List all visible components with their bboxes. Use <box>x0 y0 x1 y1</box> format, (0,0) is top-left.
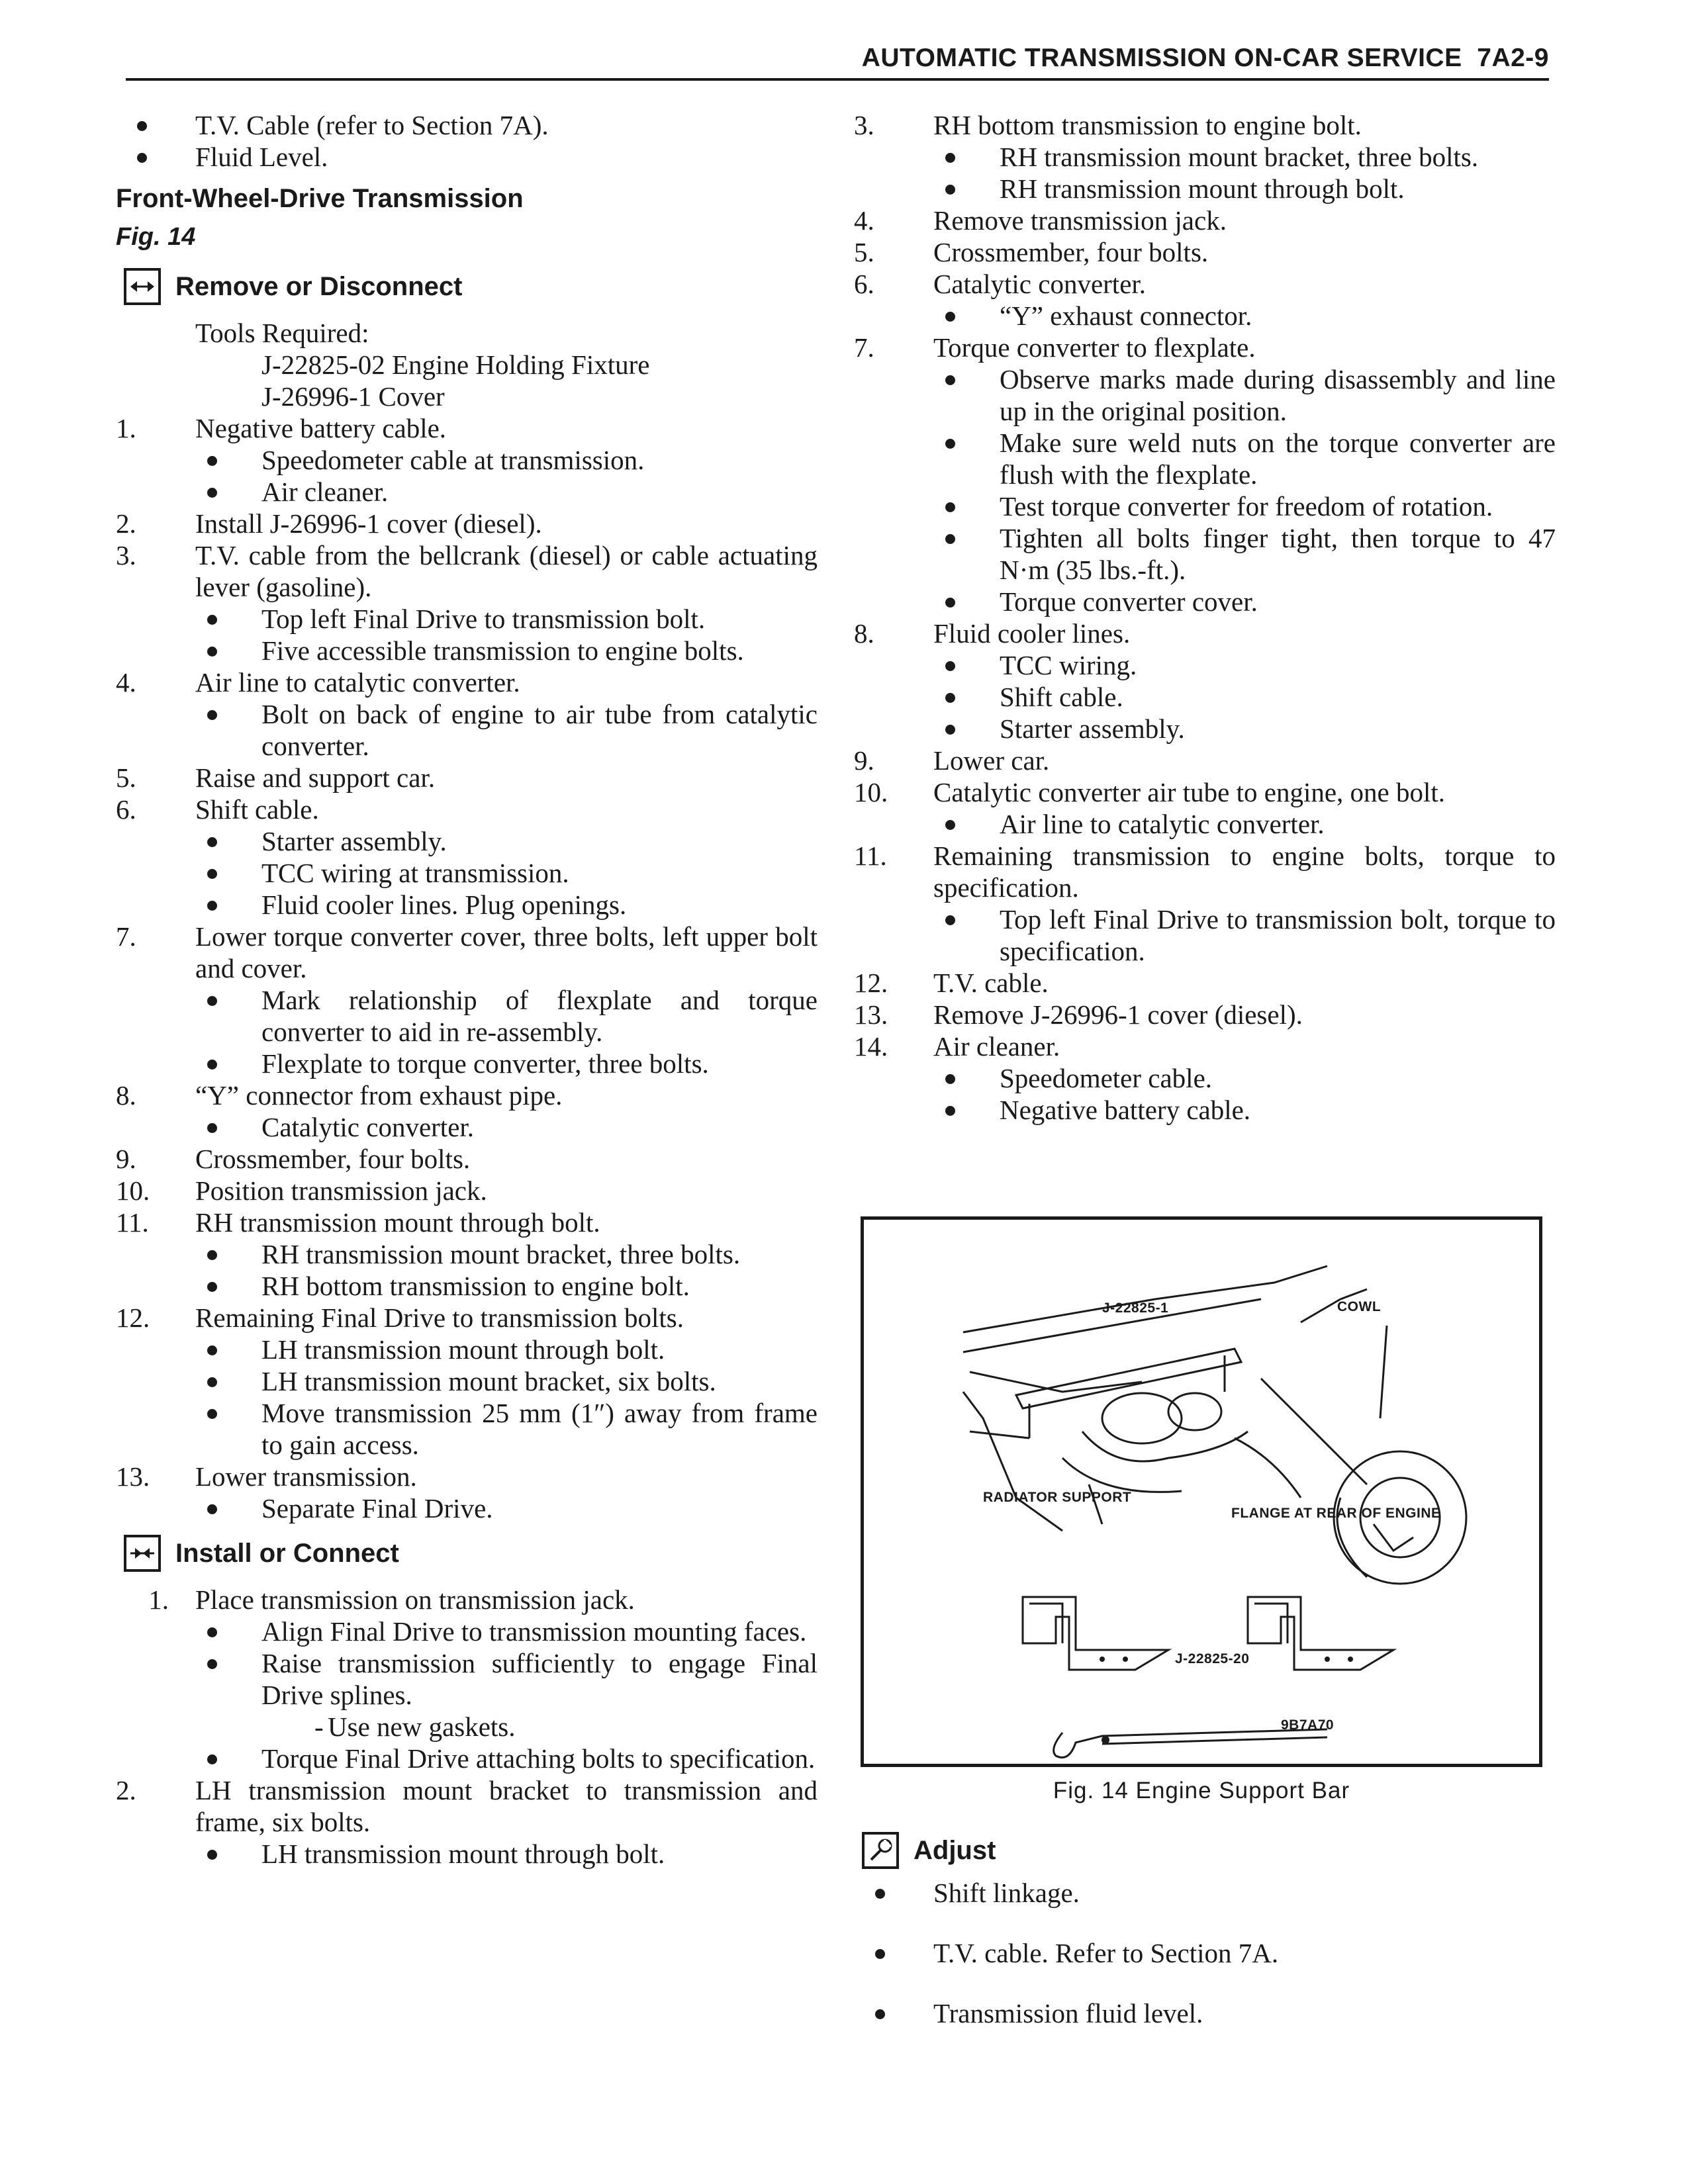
procedure-substep <box>116 1492 818 1524</box>
bullet-icon <box>875 1889 885 1899</box>
remove-steps-list <box>116 412 818 1524</box>
step-number: 12. <box>116 1302 150 1333</box>
remove-disconnect-heading: Remove or Disconnect <box>116 268 818 305</box>
procedure-step <box>116 539 818 603</box>
procedure-step <box>854 332 1556 363</box>
install-steps-continued <box>854 109 1556 1126</box>
step-number: 3. <box>854 110 874 140</box>
step-text: Fluid cooler lines. <box>933 618 1131 649</box>
bullet-icon <box>207 1754 217 1764</box>
procedure-substep <box>116 984 818 1048</box>
substep-text: Starter assembly. <box>1000 713 1185 744</box>
figure-reference: Fig. 14 <box>116 223 196 251</box>
step-number: 13. <box>854 999 888 1030</box>
intro-bullet: Fluid Level. <box>116 141 818 173</box>
substep-text: Air cleaner. <box>261 477 389 507</box>
procedure-substep <box>116 476 818 508</box>
bullet-icon <box>207 1850 217 1860</box>
procedure-substep <box>854 427 1556 490</box>
procedure-step <box>116 412 818 444</box>
procedure-substep <box>854 586 1556 617</box>
install-substep: Raise transmission sufficiently to engage Final Drive splines. <box>116 1647 818 1711</box>
bullet-icon <box>207 901 217 911</box>
substep-text: RH transmission mount bracket, three bolts. <box>1000 142 1479 172</box>
tools-required-label: Tools Required: <box>195 318 369 348</box>
step-number: 3. <box>116 540 136 570</box>
substep-text: RH transmission mount bracket, three bolts. <box>261 1239 741 1269</box>
bullet-icon <box>207 1282 217 1292</box>
substep-text: Negative battery cable. <box>1000 1095 1251 1125</box>
procedure-substep <box>116 1048 818 1079</box>
tool-item: J-22825-02 Engine Holding Fixture <box>261 349 650 380</box>
substep-text: Mark relationship of flexplate and torque converter to aid in re-assembly. <box>261 985 818 1047</box>
bullet-icon <box>207 615 217 625</box>
substep-text: Observe marks made during disassembly and line up in the original position. <box>1000 364 1556 426</box>
right-column <box>854 109 1556 1126</box>
install-step: 2. LH transmission mount bracket to transmission and frame, six bolts. <box>116 1775 818 1837</box>
bullet-icon <box>207 1123 217 1133</box>
adjust-item: Transmission fluid level. <box>854 1997 1556 2029</box>
procedure-substep <box>116 635 818 666</box>
step-text: Lower torque converter cover, three bolts, left upper bolt and cover. <box>195 921 818 983</box>
procedure-substep <box>116 1397 818 1461</box>
procedure-step <box>116 1079 818 1111</box>
step-number: 10. <box>116 1175 150 1206</box>
substep-text: Separate Final Drive. <box>261 1493 493 1524</box>
step-number: 7. <box>854 332 874 363</box>
bullet-icon <box>875 2009 885 2019</box>
procedure-step <box>854 617 1556 649</box>
substep-text: Bolt on back of engine to air tube from catalytic converter. <box>261 699 818 761</box>
procedure-step <box>116 1302 818 1334</box>
bullet-icon <box>207 869 217 879</box>
section-title: Front-Wheel-Drive Transmission <box>116 184 524 213</box>
substep-text: Five accessible transmission to engine bolts. <box>261 635 744 666</box>
procedure-step <box>854 967 1556 999</box>
substep-text: Move transmission 25 mm (1″) away from frame to gain access. <box>261 1398 818 1460</box>
substep-text: Top left Final Drive to transmission bolt. <box>261 604 706 634</box>
substep-text: Shift cable. <box>1000 682 1123 712</box>
step-text: RH bottom transmission to engine bolt. <box>933 110 1362 140</box>
bullet-icon <box>945 915 955 925</box>
step-text: Crossmember, four bolts. <box>195 1144 471 1174</box>
figure-engine-support-bar <box>861 1216 1542 1767</box>
substep-text: Test torque converter for freedom of rotation. <box>1000 491 1493 522</box>
substep-text: TCC wiring at transmission. <box>261 858 569 888</box>
left-column <box>116 109 818 1870</box>
procedure-step <box>116 1461 818 1492</box>
substep-text: RH transmission mount through bolt. <box>1000 173 1405 204</box>
step-text: T.V. cable. <box>933 968 1049 998</box>
bullet-icon <box>207 1250 217 1260</box>
procedure-substep <box>116 857 818 889</box>
procedure-substep <box>854 300 1556 332</box>
procedure-step <box>854 745 1556 776</box>
substep-text: Starter assembly. <box>261 826 447 856</box>
step-text: Remaining Final Drive to transmission bolts. <box>195 1302 684 1333</box>
substep-text: Fluid cooler lines. Plug openings. <box>261 889 627 920</box>
step-text: “Y” connector from exhaust pipe. <box>195 1080 563 1111</box>
install-connect-icon <box>124 1535 161 1572</box>
substep-text: Torque converter cover. <box>1000 586 1258 617</box>
step-text: Lower transmission. <box>195 1461 417 1492</box>
procedure-step <box>854 1030 1556 1062</box>
procedure-substep <box>116 1334 818 1365</box>
bullet-icon <box>207 1504 217 1514</box>
step-number: 4. <box>116 667 136 698</box>
procedure-substep <box>116 825 818 857</box>
label-j22825-1: J-22825-1 <box>1102 1300 1169 1316</box>
step-text: Position transmission jack. <box>195 1175 487 1206</box>
procedure-step <box>116 921 818 984</box>
procedure-step <box>854 840 1556 903</box>
bullet-icon <box>945 153 955 163</box>
step-text: Air cleaner. <box>933 1031 1060 1062</box>
install-substep: LH transmission mount through bolt. <box>116 1838 818 1870</box>
install-dash-item: - Use new gaskets. <box>314 1711 516 1742</box>
bullet-icon <box>137 121 147 131</box>
substep-text: LH transmission mount through bolt. <box>261 1334 665 1365</box>
procedure-step <box>116 1206 818 1238</box>
install-step: 1. Place transmission on transmission jack. <box>148 1584 635 1615</box>
step-text: T.V. cable from the bellcrank (diesel) or cable actuating lever (gasoline). <box>195 540 818 602</box>
step-number: 5. <box>116 762 136 793</box>
bullet-icon <box>945 598 955 608</box>
step-number: 1. <box>116 413 136 443</box>
step-text: Remove transmission jack. <box>933 205 1227 236</box>
step-text: Raise and support car. <box>195 762 436 793</box>
bullet-icon <box>207 996 217 1006</box>
step-number: 13. <box>116 1461 150 1492</box>
remove-disconnect-icon <box>124 268 161 305</box>
step-text: Air line to catalytic converter. <box>195 667 520 698</box>
procedure-step <box>854 236 1556 268</box>
substep-text: Make sure weld nuts on the torque converter are flush with the flexplate. <box>1000 428 1556 490</box>
step-number: 10. <box>854 777 888 807</box>
bullet-icon <box>207 1409 217 1419</box>
step-number: 6. <box>854 269 874 299</box>
step-number: 2. <box>116 508 136 539</box>
substep-text: Speedometer cable. <box>1000 1063 1213 1093</box>
substep-text: Speedometer cable at transmission. <box>261 445 645 475</box>
engine-support-illustration <box>864 1220 1539 1764</box>
step-number: 7. <box>116 921 136 952</box>
step-number: 12. <box>854 968 888 998</box>
step-number: 11. <box>854 841 887 871</box>
adjust-section <box>854 1832 1556 2058</box>
bullet-icon <box>945 534 955 544</box>
bullet-icon <box>207 1659 217 1669</box>
substep-text: Flexplate to torque converter, three bolts. <box>261 1048 709 1079</box>
bullet-icon <box>207 1627 217 1637</box>
header-title: AUTOMATIC TRANSMISSION ON-CAR SERVICE 7A2-9 <box>861 44 1549 72</box>
intro-bullet: T.V. Cable (refer to Section 7A). <box>116 109 818 141</box>
step-text: Catalytic converter. <box>933 269 1147 299</box>
label-j22825-20: J-22825-20 <box>1175 1651 1250 1666</box>
bullet-icon <box>207 1377 217 1387</box>
procedure-step <box>116 508 818 539</box>
bullet-icon <box>137 153 147 163</box>
step-text: Remaining transmission to engine bolts, torque to specification. <box>933 841 1556 903</box>
step-number: 8. <box>116 1080 136 1111</box>
procedure-step <box>854 776 1556 808</box>
procedure-step <box>116 1143 818 1175</box>
bullet-icon <box>207 710 217 720</box>
procedure-step <box>116 666 818 698</box>
bullet-icon <box>945 502 955 512</box>
wrench-icon <box>862 1832 899 1869</box>
procedure-substep <box>854 808 1556 840</box>
step-number: 11. <box>116 1207 149 1238</box>
procedure-step <box>116 794 818 825</box>
label-figure-code: 9B7A70 <box>1281 1717 1335 1733</box>
procedure-substep <box>854 522 1556 586</box>
procedure-substep <box>116 1365 818 1397</box>
step-text: RH transmission mount through bolt. <box>195 1207 600 1238</box>
step-number: 4. <box>854 205 874 236</box>
bullet-icon <box>945 439 955 449</box>
tool-item: J-26996-1 Cover <box>261 381 445 412</box>
bullet-icon <box>945 661 955 671</box>
procedure-substep <box>116 444 818 476</box>
figure-caption: Fig. 14 Engine Support Bar <box>1053 1778 1350 1803</box>
step-number: 14. <box>854 1031 888 1062</box>
install-substep: Torque Final Drive attaching bolts to specification. <box>116 1743 818 1774</box>
bullet-icon <box>945 185 955 195</box>
bullet-icon <box>207 456 217 466</box>
procedure-substep <box>854 173 1556 205</box>
bullet-icon <box>207 647 217 657</box>
procedure-substep <box>116 1111 818 1143</box>
procedure-step <box>854 268 1556 300</box>
procedure-step <box>116 1175 818 1206</box>
procedure-step <box>854 999 1556 1030</box>
step-text: Shift cable. <box>195 794 319 825</box>
procedure-substep <box>854 681 1556 713</box>
bullet-icon <box>945 725 955 735</box>
step-text: Crossmember, four bolts. <box>933 237 1209 267</box>
label-radiator-support: RADIATOR SUPPORT <box>983 1490 1132 1505</box>
adjust-item: Shift linkage. <box>854 1877 1556 1909</box>
procedure-substep <box>854 713 1556 745</box>
procedure-substep <box>116 603 818 635</box>
step-text: Lower car. <box>933 745 1050 776</box>
substep-text: LH transmission mount bracket, six bolts. <box>261 1366 716 1396</box>
bullet-icon <box>945 820 955 830</box>
bullet-icon <box>207 1060 217 1069</box>
bullet-icon <box>207 837 217 847</box>
install-connect-heading: Install or Connect <box>116 1535 818 1572</box>
substep-text: TCC wiring. <box>1000 650 1137 680</box>
adjust-item: T.V. cable. Refer to Section 7A. <box>854 1937 1556 1969</box>
procedure-substep <box>854 490 1556 522</box>
substep-text: “Y” exhaust connector. <box>1000 300 1252 331</box>
procedure-substep <box>854 903 1556 967</box>
substep-text: Top left Final Drive to transmission bolt, torque to specification. <box>1000 904 1556 966</box>
install-substep: Align Final Drive to transmission mounting faces. <box>116 1615 818 1647</box>
bullet-icon <box>207 1345 217 1355</box>
step-number: 6. <box>116 794 136 825</box>
bullet-icon <box>945 375 955 385</box>
procedure-substep <box>854 1094 1556 1126</box>
step-text: Torque converter to flexplate. <box>933 332 1256 363</box>
procedure-substep <box>116 698 818 762</box>
adjust-heading: Adjust <box>854 1832 1556 1869</box>
step-number: 8. <box>854 618 874 649</box>
step-number: 9. <box>116 1144 136 1174</box>
bullet-icon <box>945 312 955 322</box>
procedure-substep <box>116 1270 818 1302</box>
procedure-substep <box>854 141 1556 173</box>
step-text: Install J-26996-1 cover (diesel). <box>195 508 542 539</box>
substep-text: Air line to catalytic converter. <box>1000 809 1325 839</box>
procedure-substep <box>854 649 1556 681</box>
bullet-icon <box>945 1106 955 1116</box>
bullet-icon <box>207 488 217 498</box>
substep-text: Tighten all bolts finger tight, then torque to 47 N·m (35 lbs.-ft.). <box>1000 523 1556 585</box>
procedure-step <box>854 205 1556 236</box>
label-cowl: COWL <box>1337 1299 1382 1314</box>
procedure-step <box>854 109 1556 141</box>
procedure-step <box>116 762 818 794</box>
procedure-substep <box>116 1238 818 1270</box>
bullet-icon <box>945 1074 955 1084</box>
step-number: 9. <box>854 745 874 776</box>
page-header <box>126 41 1549 81</box>
procedure-substep <box>116 889 818 921</box>
step-text: Catalytic converter air tube to engine, one bolt. <box>933 777 1446 807</box>
bullet-icon <box>875 1949 885 1959</box>
label-flange: FLANGE AT REAR OF ENGINE <box>1231 1506 1441 1521</box>
step-text: Negative battery cable. <box>195 413 447 443</box>
procedure-substep <box>854 1062 1556 1094</box>
procedure-substep <box>854 363 1556 427</box>
substep-text: Catalytic converter. <box>261 1112 475 1142</box>
step-text: Remove J-26996-1 cover (diesel). <box>933 999 1303 1030</box>
substep-text: RH bottom transmission to engine bolt. <box>261 1271 690 1301</box>
step-number: 5. <box>854 237 874 267</box>
bullet-icon <box>945 693 955 703</box>
